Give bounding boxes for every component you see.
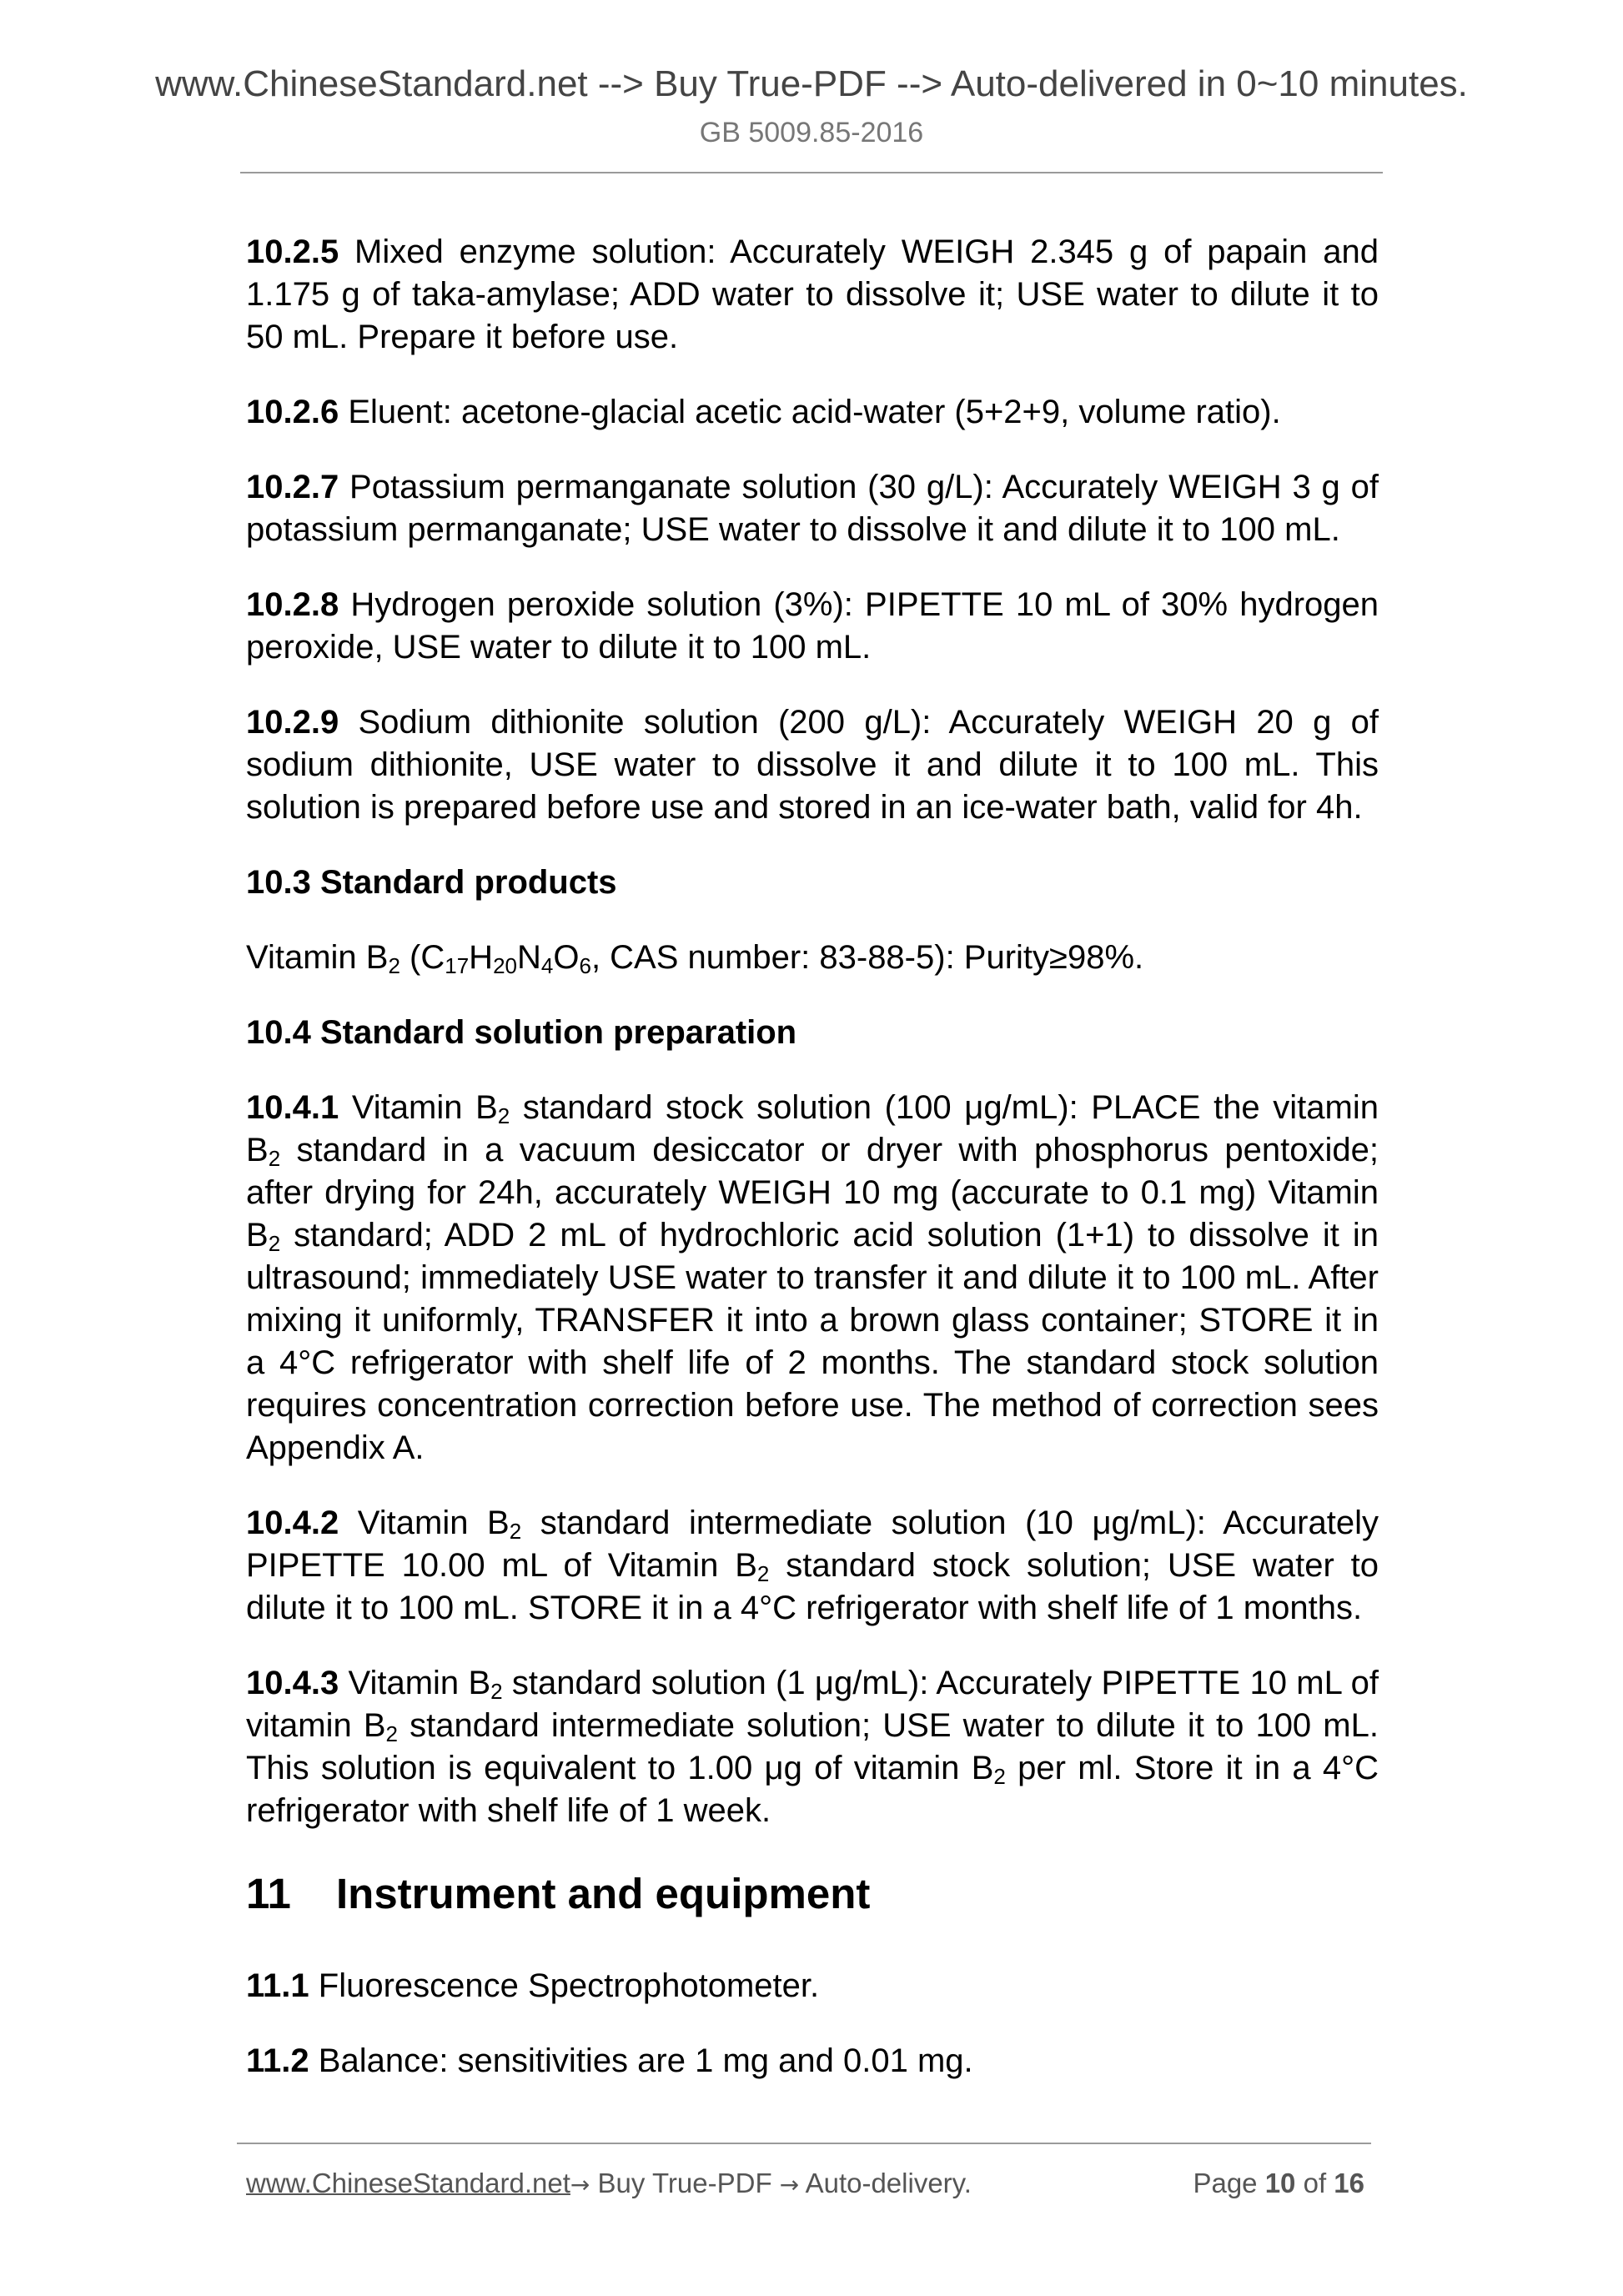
clause-text: Potassium permanganate solution (30 g/L): Accurately WEIGH 3 g of potassium permanganate; USE water to dissolve it and dilute it to 100 mL.: [246, 469, 1379, 548]
page-of: of: [1295, 2168, 1334, 2198]
clause-number: 10.4.1: [246, 1089, 339, 1126]
heading-11: [246, 1869, 1379, 1919]
text-run: per ml. Store it in a 4°C refrigerator with shelf life of 1 week.: [246, 1750, 1379, 1829]
clause-10-2-5: [246, 231, 1379, 359]
clause-text: Fluorescence Spectrophotometer.: [309, 1967, 820, 2004]
clause-number: 10.2.5: [246, 234, 339, 270]
standard-code: GB 5009.85-2016: [699, 117, 924, 148]
clause-number: 10.2.8: [246, 586, 339, 623]
text-run: Vitamin B: [339, 1505, 510, 1541]
arrow-right-icon: →: [779, 2171, 800, 2198]
buy-text: Buy True-PDF: [590, 2168, 780, 2198]
subscript: 20: [493, 953, 517, 978]
subscript: 6: [579, 953, 591, 978]
document-body: [246, 231, 1379, 2115]
page-total: 16: [1334, 2168, 1364, 2198]
subscript: 4: [540, 953, 554, 978]
header-banner: www.ChineseStandard.net --> Buy True-PDF --> Auto-delivered in 0~10 minutes.: [155, 63, 1468, 104]
subscript: 2: [268, 1231, 281, 1256]
clause-number: 10.4.2: [246, 1505, 339, 1541]
website-link[interactable]: www.ChineseStandard.net: [246, 2168, 570, 2198]
subscript: 2: [268, 1146, 281, 1171]
text-run: , CAS number: 83-88-5): Purity≥98%.: [590, 939, 1144, 976]
subscript: 2: [509, 1519, 522, 1544]
clause-10-2-8: [246, 584, 1379, 669]
clause-text: Hydrogen peroxide solution (3%): PIPETTE 10 mL of 30% hydrogen peroxide, USE water to dilute it to 100 mL.: [246, 586, 1379, 666]
text-run: O: [553, 939, 580, 976]
header-divider: [240, 172, 1383, 173]
clause-10-2-9: [246, 701, 1379, 829]
subscript: 2: [490, 1679, 503, 1704]
clause-number: 10.2.6: [246, 394, 339, 430]
clause-text: Sodium dithionite solution (200 g/L): Accurately WEIGH 20 g of sodium dithionite, USE water to dissolve it and dilute it to 100 mL. This solution is prepared before use and stored in an ice-water bath, valid for 4h.: [246, 704, 1379, 826]
text-run: standard stock solution (100 μg/mL): PLACE the vitamin B: [246, 1089, 1379, 1168]
clause-10-4-2: [246, 1502, 1379, 1630]
subscript: 2: [388, 953, 400, 978]
clause-10-2-7: [246, 466, 1379, 551]
subscript: 2: [497, 1103, 510, 1128]
standard-product-spec: [246, 937, 1379, 979]
clause-text: Mixed enzyme solution: Accurately WEIGH 2.345 g of papain and 1.175 g of taka-amylase; ADD water to dissolve it; USE water to dilute it to 50 mL. Prepare it before use.: [246, 234, 1379, 355]
clause-number: 10.2.9: [246, 704, 339, 741]
clause-number: 11.1: [246, 1967, 309, 2004]
text-run: standard solution (1 μg/mL): Accurately PIPETTE 10 mL of vitamin B: [246, 1665, 1379, 1744]
clause-number: 10.2.7: [246, 469, 339, 505]
clause-number: 10.4.3: [246, 1665, 339, 1701]
clause-10-4-3: [246, 1662, 1379, 1832]
footer-divider: [237, 2143, 1371, 2144]
subscript: 2: [756, 1561, 770, 1586]
text-run: standard in a vacuum desiccator or dryer with phosphorus pentoxide; after drying for 24h, accurately WEIGH 10 mg (accurate to 0.1 mg) Vitamin B: [246, 1132, 1379, 1254]
text-run: standard; ADD 2 mL of hydrochloric acid solution (1+1) to dissolve it in ultrasound; immediately USE water to transfer it and dilute it to 100 mL. After mixing it uniformly, TRANSFER it into a brown glass container; STORE it in a 4°C refrigerator with shelf life of 2 months. The standard stock solution requires concentration correction before use. The method of correction sees Appendix A.: [246, 1217, 1379, 1466]
arrow-right-icon: →: [570, 2171, 590, 2198]
clause-10-2-6: [246, 391, 1379, 434]
heading-10-3: 10.3 Standard products: [246, 864, 617, 901]
clause-10-4-1: [246, 1087, 1379, 1470]
text-run: Vitamin B: [339, 1089, 498, 1126]
subscript: 2: [993, 1764, 1006, 1789]
clause-number: 11.2: [246, 2042, 309, 2079]
footer-promo: [246, 2167, 972, 2202]
clause-11-2: [246, 2040, 1379, 2082]
clause-text: Eluent: acetone-glacial acetic acid-water (5+2+9, volume ratio).: [339, 394, 1281, 430]
text-run: Vitamin B: [246, 939, 389, 976]
text-run: Vitamin B: [339, 1665, 491, 1701]
section-title: Instrument and equipment: [336, 1870, 871, 1917]
subscript: 2: [385, 1721, 398, 1746]
clause-text: Balance: sensitivities are 1 mg and 0.01 mg.: [309, 2042, 973, 2079]
text-run: standard stock solution; USE water to dilute it to 100 mL. STORE it in a 4°C refrigerator with shelf life of 1 months.: [246, 1547, 1379, 1626]
text-run: N: [516, 939, 541, 976]
text-run: H: [469, 939, 494, 976]
clause-11-1: [246, 1965, 1379, 2007]
delivery-text: Auto-delivery.: [799, 2168, 972, 2198]
page-number: [1193, 2167, 1364, 2200]
text-run: standard intermediate solution; USE water to dilute it to 100 mL. This solution is equivalent to 1.00 μg of vitamin B: [246, 1707, 1379, 1786]
page-label: Page: [1193, 2168, 1265, 2198]
page-current: 10: [1264, 2168, 1296, 2198]
heading-10-4: 10.4 Standard solution preparation: [246, 1014, 797, 1051]
subscript: 17: [445, 953, 470, 978]
text-run: (C: [399, 939, 445, 976]
text-run: standard intermediate solution (10 μg/mL): Accurately PIPETTE 10.00 mL of Vitamin B: [246, 1505, 1379, 1584]
section-number: 11: [246, 1870, 291, 1917]
